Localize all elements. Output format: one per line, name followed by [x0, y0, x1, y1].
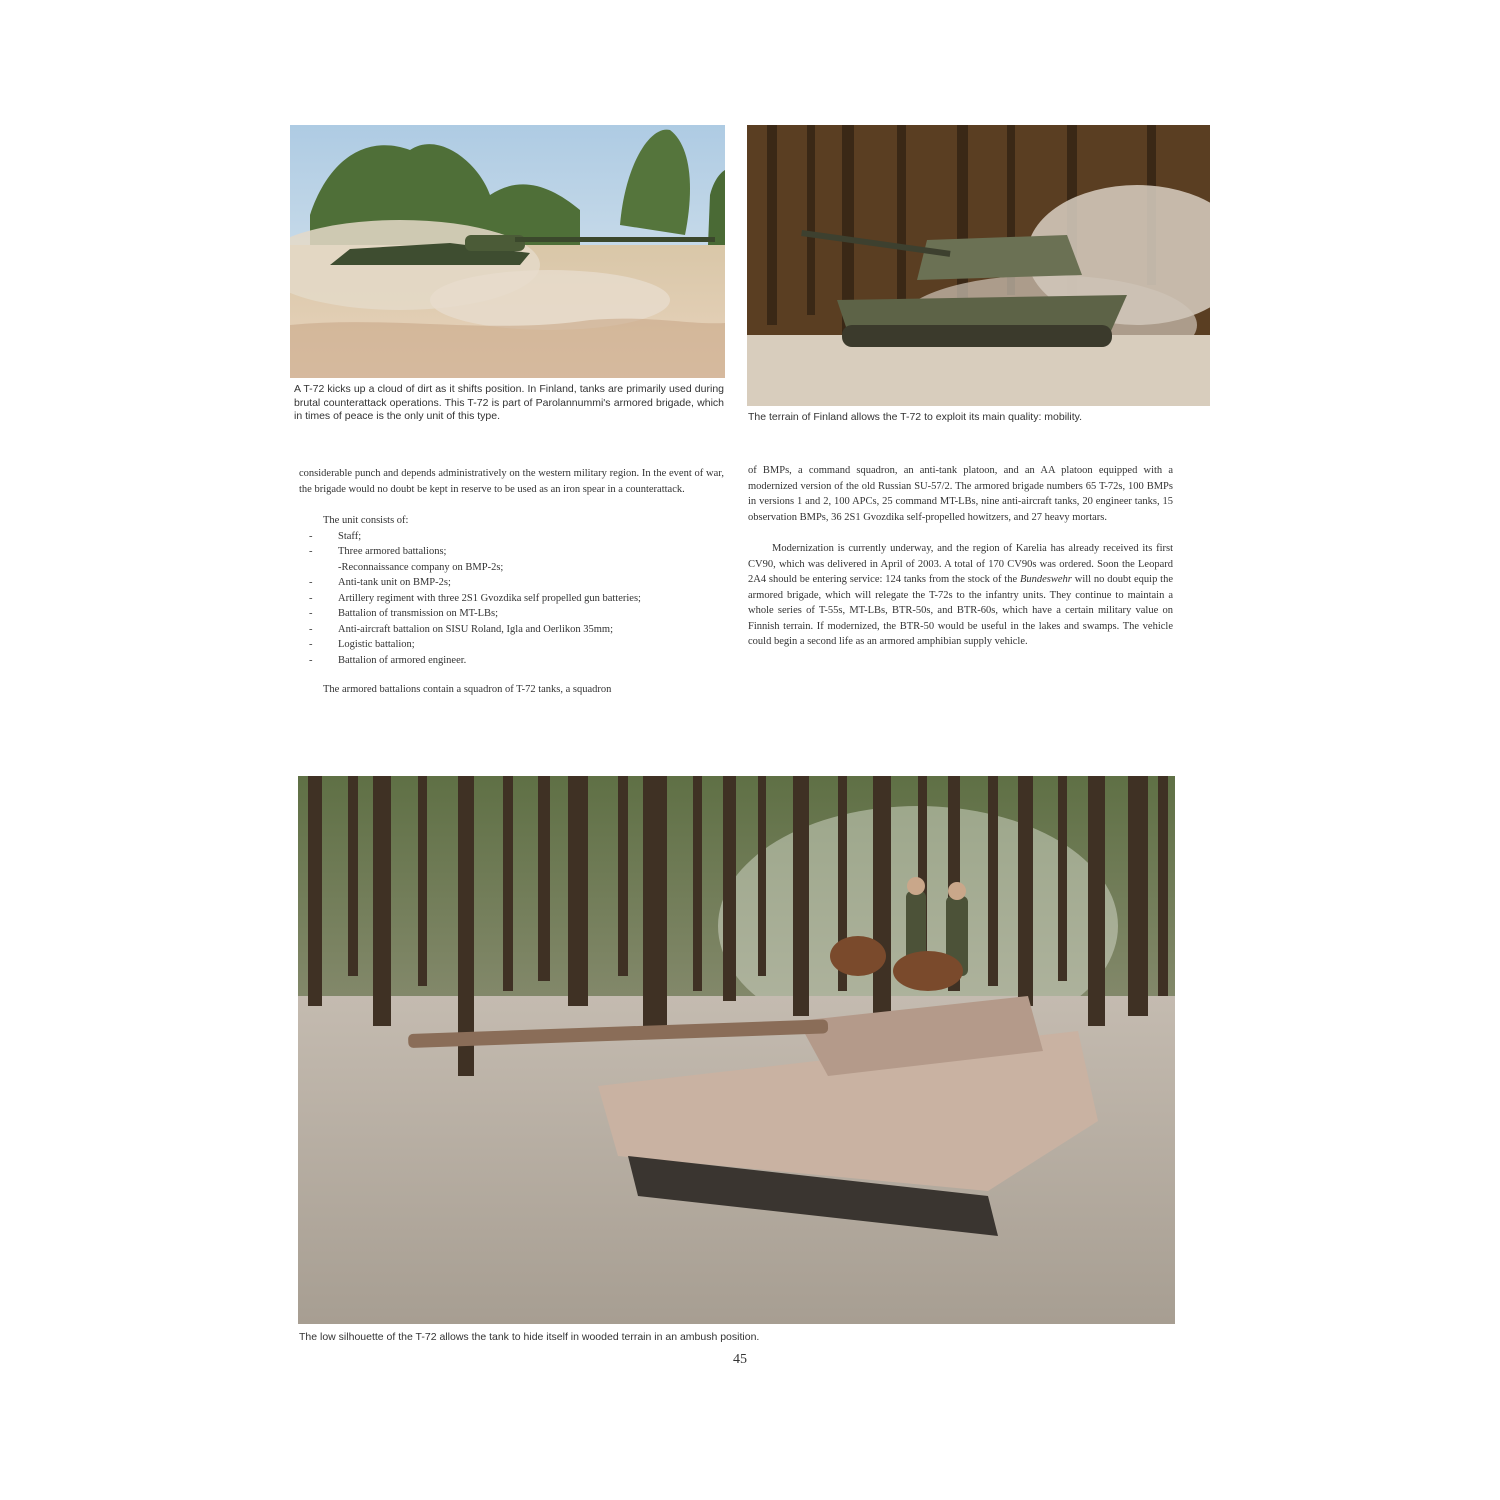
- list-item: - Anti-aircraft battalion on SISU Roland, Igla and Oerlikon 35mm;: [309, 623, 613, 635]
- list-item: - Staff;: [309, 530, 362, 542]
- list-item: - Battalion of transmission on MT-LBs;: [309, 608, 499, 619]
- photo-t72-ambush-forest: [298, 776, 1175, 1324]
- left-text-column: [299, 466, 724, 698]
- list-item: - Anti-tank unit on BMP-2s;: [309, 577, 451, 588]
- photo-t72-forest-maneuver: [747, 125, 1210, 406]
- paragraph: Modernization is currently underway, and the region of Karelia has already received its first CV90, which was delivered in April of 2003. A total of 170 CV90s was ordered. Soon the Leopard 2A4 should be entering service: 124 tanks from the stock of the Bundeswehr will no doubt equip the armored brigade, which will relegate the T-72s to the infantry units. They continue to maintain a whole series of T-55s, MT-LBs, BTR-50s, and BTR-60s, which have a certain military value on Finnish terrain. If modernized, the BTR-50 would be useful in the lakes and swamps. The vehicle could begin a second life as an armored amphibian supply vehicle.: [748, 543, 1173, 647]
- list-item: - Logistic battalion;: [309, 639, 415, 650]
- photo-caption: A T-72 kicks up a cloud of dirt as it shifts position. In Finland, tanks are primarily used during brutal counterattack operations. This T-72 is part of Parolannummi's armored brigade, which in times of peace is the only unit of this type.: [294, 383, 724, 422]
- list-item: - Three armored battalions;: [309, 546, 447, 557]
- photo-caption: The terrain of Finland allows the T-72 to exploit its main quality: mobility.: [748, 411, 1083, 423]
- right-text-column: [748, 463, 1173, 650]
- photo-t72-dust-cloud: [290, 125, 725, 378]
- list-item: - Battalion of armored engineer.: [309, 654, 467, 666]
- list-item: - Artillery regiment with three 2S1 Gvozdika self propelled gun batteries;: [309, 592, 641, 604]
- paragraph: considerable punch and depends administratively on the western military region. In the event of war, the brigade would no doubt be kept in reserve to be used as an iron spear in a counterattack.: [299, 468, 724, 495]
- italic-term: Bundeswehr: [1019, 574, 1072, 585]
- page-number: 45: [733, 1352, 747, 1367]
- paragraph: of BMPs, a command squadron, an anti-tank platoon, and an AA platoon equipped with a modernized version of the old Russian SU-57/2. The armored brigade numbers 65 T-72s, 100 BMPs in versions 1 and 2, 100 APCs, 25 command MT-LBs, nine anti-aircraft tanks, 20 engineer tanks, 15 observation BMPs, 36 2S1 Gvozdika self-propelled howitzers, and 27 heavy mortars.: [748, 465, 1173, 523]
- paragraph: The armored battalions contain a squadron of T-72 tanks, a squadron: [323, 684, 612, 695]
- list-item: -Reconnaissance company on BMP-2s;: [338, 561, 504, 573]
- list-intro: The unit consists of:: [323, 515, 409, 526]
- unit-list: [299, 529, 724, 669]
- photo-caption: The low silhouette of the T-72 allows the tank to hide itself in wooded terrain in an ambush position.: [299, 1331, 760, 1343]
